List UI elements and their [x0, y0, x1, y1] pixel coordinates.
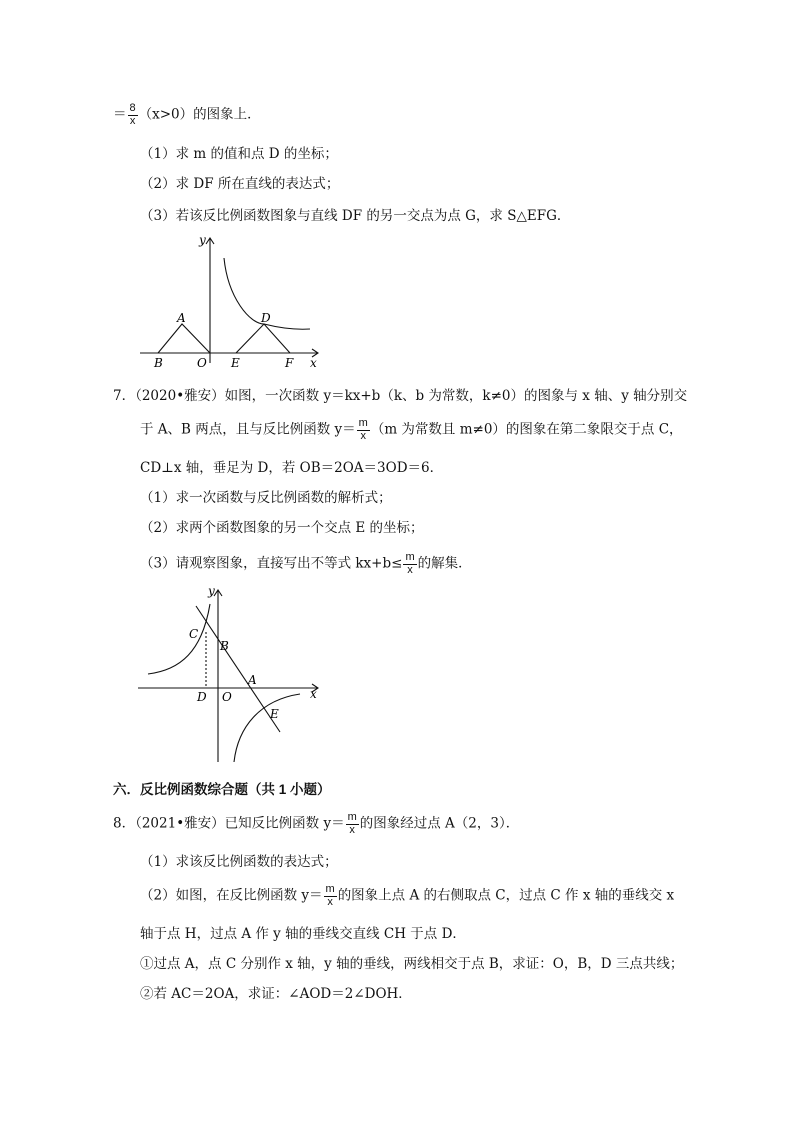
- q6-triangle-EDF: [236, 324, 290, 353]
- q6-part-1: （1）求 m 的值和点 D 的坐标；: [140, 146, 338, 162]
- fraction-m-over-x: $\frac{m}{x}$: [325, 883, 335, 908]
- q6-label-D: D: [261, 311, 271, 325]
- q7-part-2: （2）求两个函数图象的另一个交点 E 的坐标；: [140, 520, 424, 536]
- q6-label-y: y: [199, 233, 206, 247]
- q7-label-D: D: [197, 690, 207, 704]
- fraction-m-over-x: $\frac{m}{x}$: [347, 811, 357, 836]
- q6-part-3: （3）若该反比例函数图象与直线 DF 的另一交点为点 G，求 S△EFG．: [140, 208, 571, 224]
- q7-label-x: x: [310, 687, 317, 701]
- fraction-8-over-x: $\frac{8}{x}$: [129, 102, 136, 127]
- q6-label-O: O: [197, 356, 207, 370]
- q7-label-y: y: [208, 584, 215, 598]
- q7-label-O: O: [222, 690, 232, 704]
- q8-subpart-1: ①过点 A，点 C 分别作 x 轴，y 轴的垂线，两线相交于点 B，求证：O，B，D 三点共线；: [140, 956, 684, 972]
- q6-label-F: F: [285, 356, 294, 370]
- q6-triangle-BAO: [158, 324, 210, 353]
- q6-label-x: x: [310, 356, 317, 370]
- q6-label-E: E: [231, 356, 240, 370]
- q7-line-2: 于 A、B 两点，且与反比例函数 y＝ $\frac{m}{x}$ （m 为常数且 m≠0）的图象在第二象限交于点 C，: [140, 417, 683, 442]
- fraction-m-over-x: $\frac{m}{x}$: [358, 417, 368, 442]
- q6-label-B: B: [154, 356, 163, 370]
- q7-label-A: A: [248, 673, 257, 687]
- q8-part-2: （2）如图，在反比例函数 y＝ $\frac{m}{x}$ 的图象上点 A 的右侧取点 C，过点 C 作 x 轴的垂线交 x: [140, 883, 675, 908]
- q8-line-1: 8．（2021•雅安）已知反比例函数 y＝ $\frac{m}{x}$ 的图象经过点 A（2，3）．: [113, 811, 520, 836]
- q8-part-1: （1）求该反比例函数的表达式；: [140, 854, 338, 870]
- q6-figure: [130, 228, 330, 373]
- fraction-m-over-x: $\frac{m}{x}$: [405, 551, 415, 576]
- q7-part-1: （1）求一次函数与反比例函数的解析式；: [140, 490, 392, 506]
- q7-part-3: （3）请观察图象，直接写出不等式 kx+b≤ $\frac{m}{x}$ 的解集．: [140, 551, 472, 576]
- q8-part-2-line-2: 轴于点 H，过点 A 作 y 轴的垂线交直线 CH 于点 D．: [140, 926, 466, 942]
- q7-label-C: C: [189, 627, 199, 641]
- q6-label-A: A: [177, 311, 186, 325]
- q6-condition-line: ＝ $\frac{8}{x}$ （x>0）的图象上．: [113, 102, 261, 127]
- section-title: 六．反比例函数综合题（共 1 小题）: [113, 782, 331, 797]
- q7-figure: [130, 582, 330, 767]
- q7-label-E: E: [270, 707, 279, 721]
- q7-label-B: B: [220, 639, 229, 653]
- q7-hyperbola-branch-4: [234, 694, 300, 762]
- q8-subpart-2: ②若 AC＝2OA，求证：∠AOD＝2∠DOH．: [140, 986, 412, 1002]
- q6-part-2: （2）求 DF 所在直线的表达式；: [140, 176, 340, 192]
- q7-hyperbola-branch-2: [148, 604, 210, 674]
- q7-line-3: CD⊥x 轴，垂足为 D，若 OB＝2OA＝3OD＝6．: [140, 460, 444, 476]
- q7-line-CE: [196, 606, 280, 732]
- q7-line-1: 7．（2020•雅安）如图，一次函数 y＝kx+b（k、b 为常数，k≠0）的图象与 x 轴、y 轴分别交: [113, 388, 688, 404]
